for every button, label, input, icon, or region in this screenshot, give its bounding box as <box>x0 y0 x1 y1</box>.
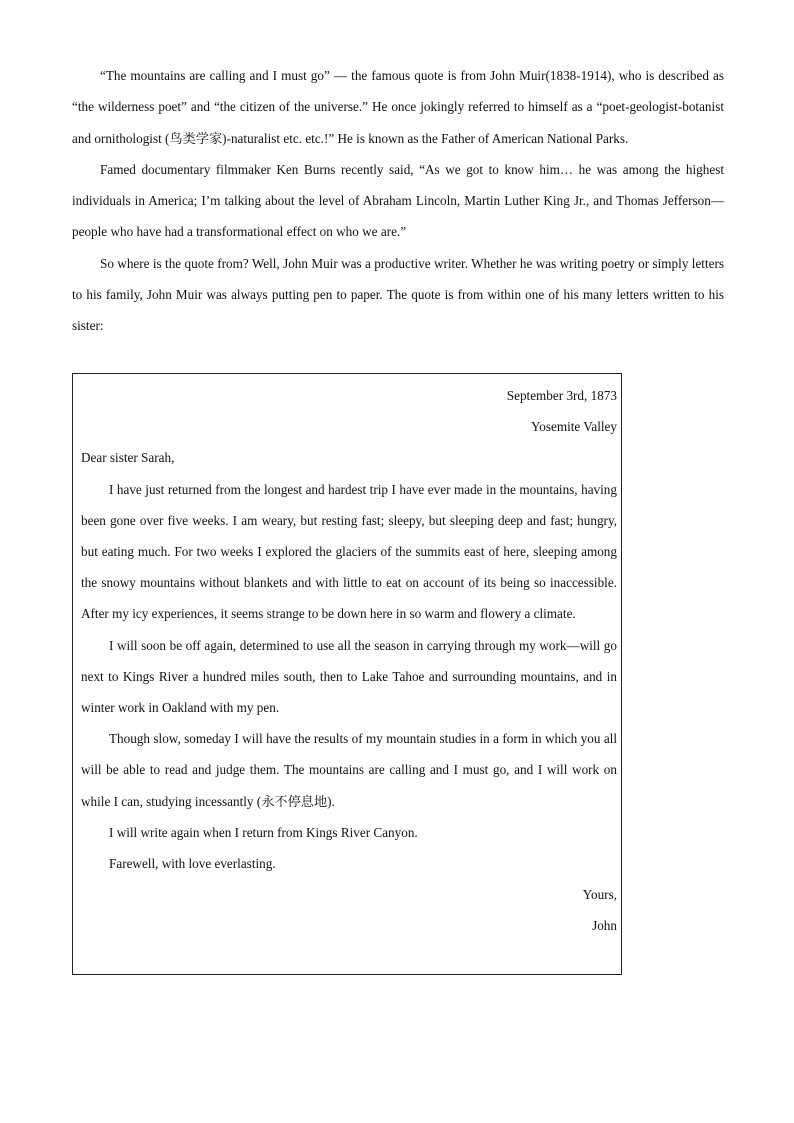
letter-paragraph: I have just returned from the longest and hardest trip I have ever made in the mountains, having been gone over five weeks. I am weary, but resting fast; sleepy, but sleeping deep and fast; hungry, but eating much. For two weeks I explored the glaciers of the summits east of here, sleeping among the snowy mountains without blankets and with little to eat on account of its being so inaccessible. After my icy experiences, it seems strange to be down here in so warm and flowery a climate. <box>81 481 617 622</box>
letter-date: September 3rd, 1873 <box>506 388 617 403</box>
letter-place: Yosemite Valley <box>531 419 617 435</box>
letter-box <box>72 373 622 975</box>
intro-text <box>72 60 724 342</box>
intro-paragraph: Famed documentary filmmaker Ken Burns recently said, “As we got to know him… he was among the highest individuals in America; I’m talking about the level of Abraham Lincoln, Martin Luther King Jr., and Thomas Jefferson— people who have had a transformational effect on who we are.” <box>72 161 724 240</box>
letter-signature: John <box>592 918 617 934</box>
letter-paragraph: I will write again when I return from Kings River Canyon. <box>109 824 418 840</box>
letter-closing: Yours, <box>582 887 617 903</box>
letter-salutation: Dear sister Sarah, <box>81 450 175 466</box>
letter-content <box>81 380 617 942</box>
letter-paragraph: Though slow, someday I will have the results of my mountain studies in a form in which you all will be able to read and judge them. The mountains are calling and I must go, and I will work on while I can, studying incessantly (永不停息地). <box>81 731 617 809</box>
letter-paragraph: I will soon be off again, determined to use all the season in carrying through my work—will go next to Kings River a hundred miles south, then to Lake Tahoe and surrounding mountains, and in winter work in Oakland with my pen. <box>81 637 617 716</box>
intro-paragraph: “The mountains are calling and I must go” — the famous quote is from John Muir(1838-1914), who is described as “the wilderness poet” and “the citizen of the universe.” He once jokingly referred to himself as a “poet-geologist-botanist and ornithologist (鸟类学家)-naturalist etc. etc.!” He is known as the Father of American National Parks. <box>72 68 724 146</box>
intro-paragraph: So where is the quote from? Well, John Muir was a productive writer. Whether he was writing poetry or simply letters to his family, John Muir was always putting pen to paper. The quote is from within one of his many letters written to his sister: <box>72 255 724 334</box>
letter-farewell: Farewell, with love everlasting. <box>109 856 276 872</box>
